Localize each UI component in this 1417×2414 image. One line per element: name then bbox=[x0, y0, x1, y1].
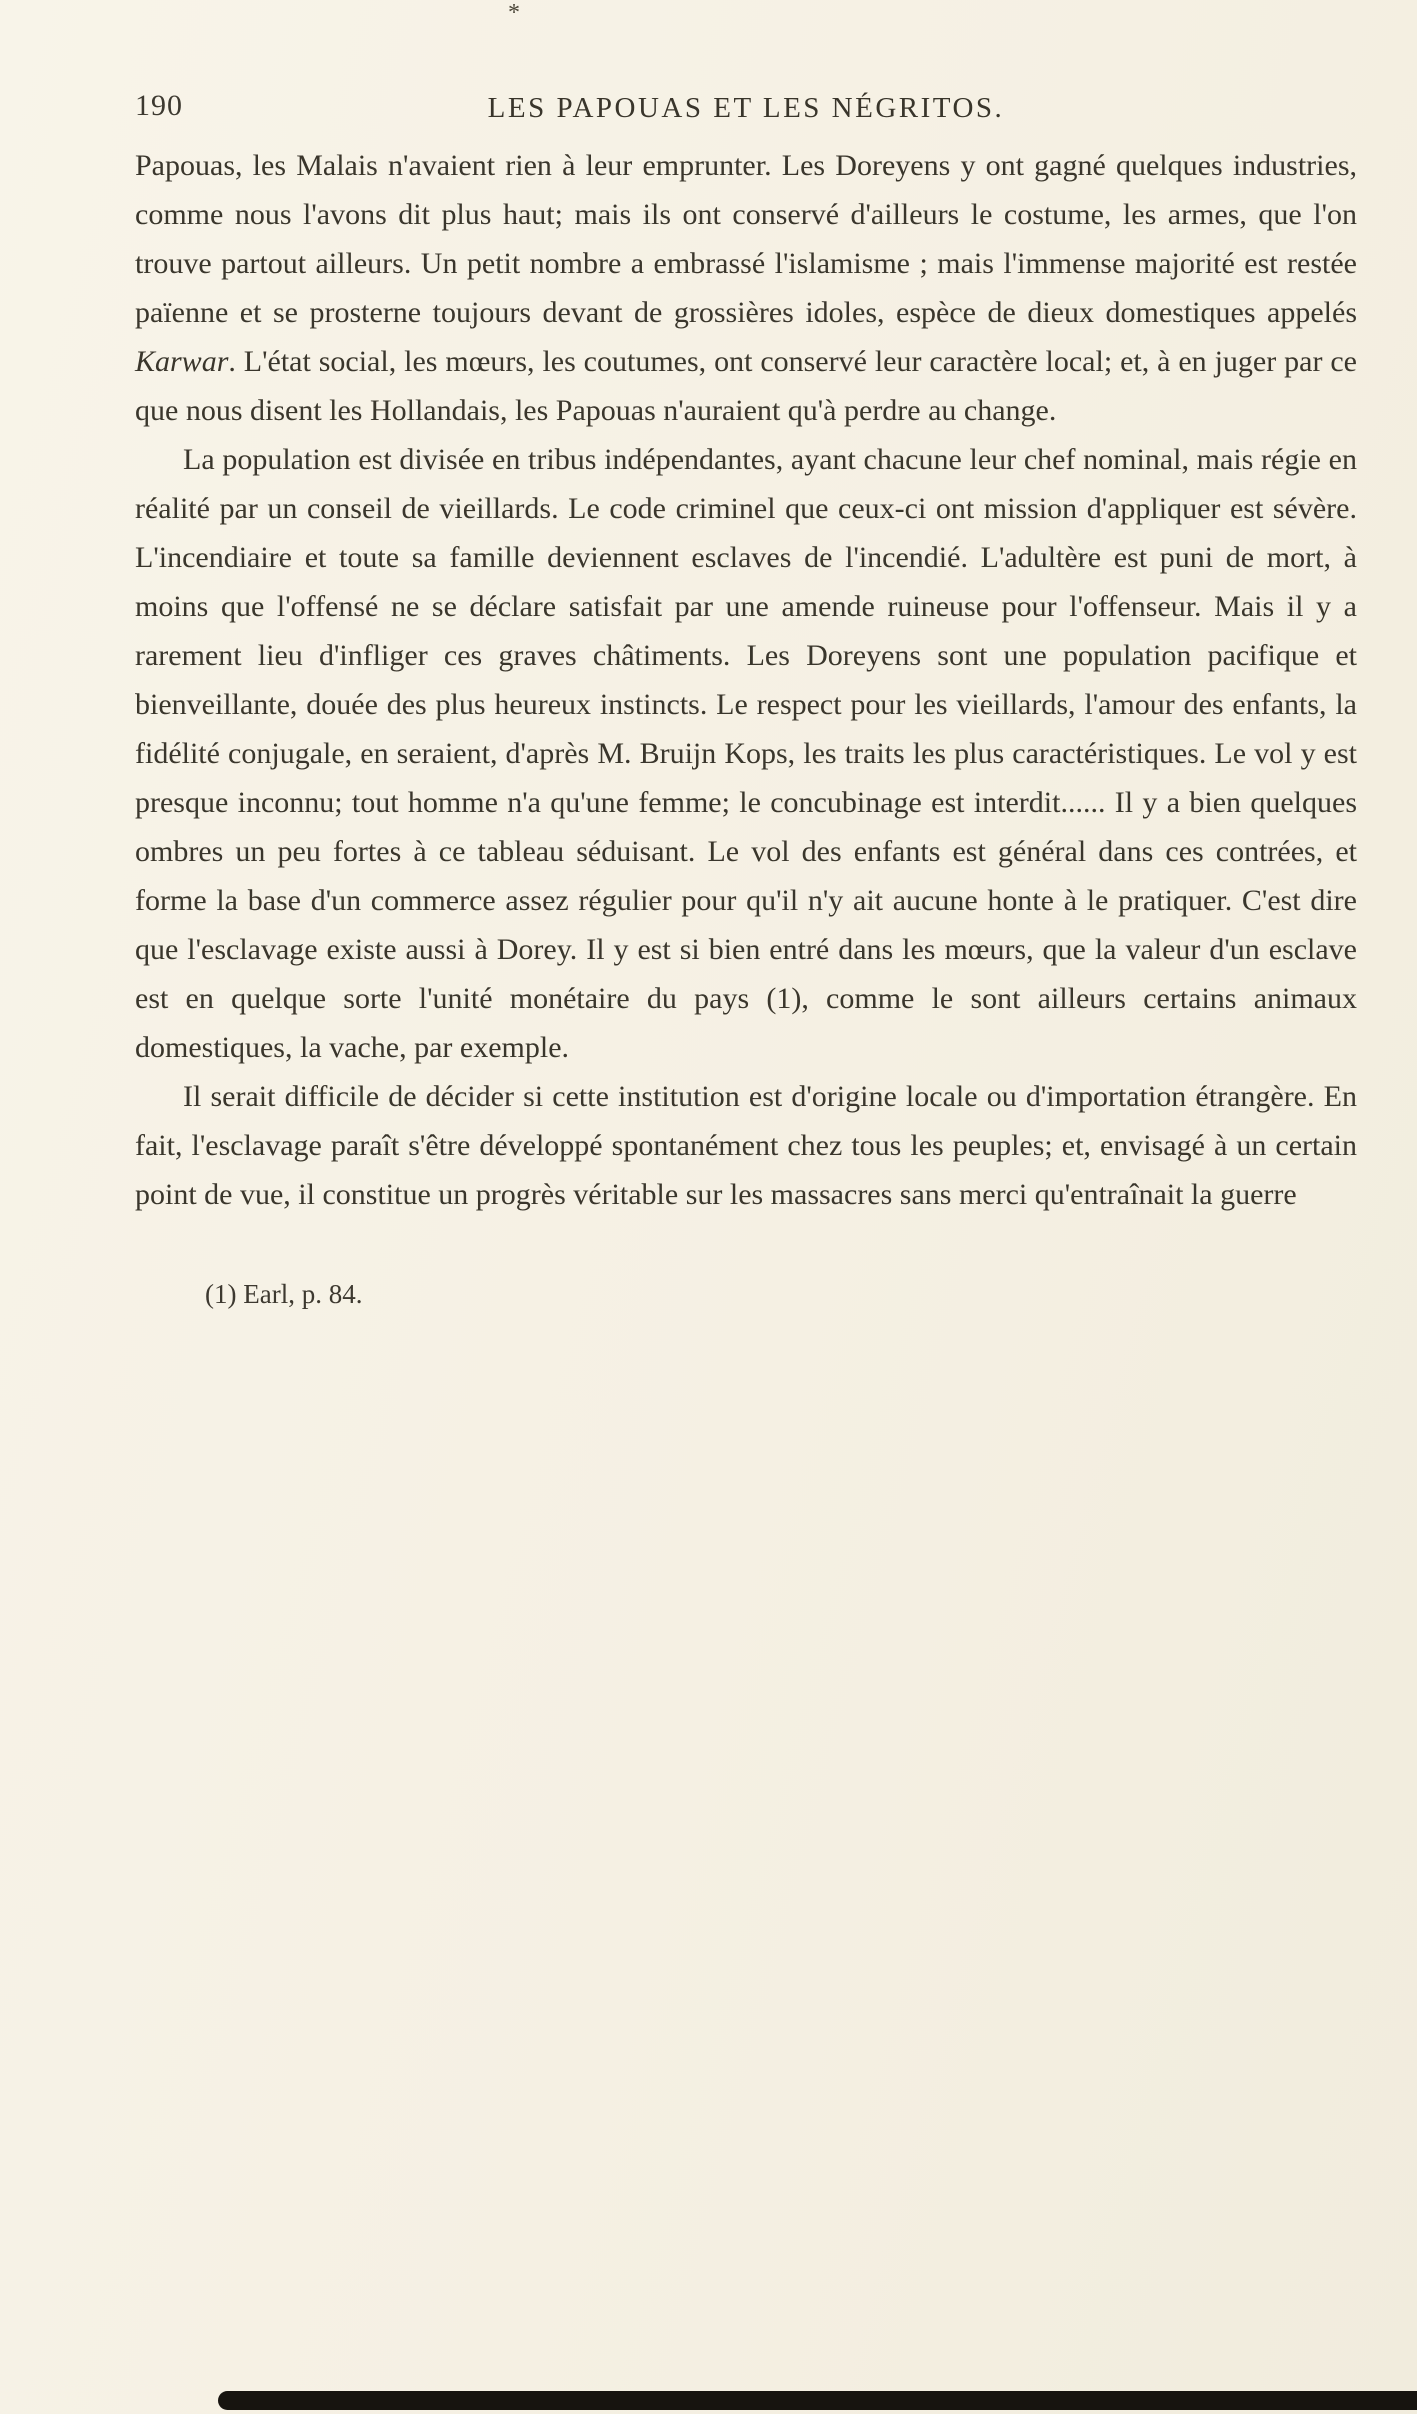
running-title: LES PAPOUAS ET LES NÉGRITOS. bbox=[487, 92, 1005, 124]
text-block bbox=[135, 141, 1357, 1219]
paragraph-1 bbox=[135, 141, 1357, 435]
paragraph-2: La population est divisée en tribus indépendantes, ayant chacune leur chef nominal, mais régie en réalité par un conseil de vieillards. Le code criminel que ceux-ci ont mission d'appliquer est sévère. L'incendiaire et toute sa famille deviennent esclaves de l'incendié. L'adultère est puni de mort, à moins que l'offensé ne se déclare satisfait par une amende ruineuse pour l'offenseur. Mais il y a rarement lieu d'infliger ces graves châtiments. Les Doreyens sont une population pacifique et bienveillante, douée des plus heureux instincts. Le respect pour les vieillards, l'amour des enfants, la fidélité conjugale, en seraient, d'après M. Bruijn Kops, les traits les plus caractéristiques. Le vol y est presque inconnu; tout homme n'a qu'une femme; le concubinage est interdit...... Il y a bien quelques ombres un peu fortes à ce tableau séduisant. Le vol des enfants est général dans ces contrées, et forme la base d'un commerce assez régulier pour qu'il n'y ait aucune honte à le pratiquer. C'est dire que l'esclavage existe aussi à Dorey. Il y est si bien entré dans les mœurs, que la valeur d'un esclave est en quelque sorte l'unité monétaire du pays (1), comme le sont ailleurs certains animaux domestiques, la vache, par exemple. bbox=[135, 443, 1357, 1064]
scan-artifact-mark: * bbox=[508, 0, 520, 26]
paragraph-1-text: Papouas, les Malais n'avaient rien à leur emprunter. Les Doreyens y ont gagné quelques industries, comme nous l'avons dit plus haut; mais ils ont conservé d'ailleurs le costume, les armes, que l'on trouve partout ailleurs. Un petit nombre a embrassé l'islamisme ; mais l'immense majorité est restée païenne et se prosterne toujours devant de grossières idoles, espèce de dieux domestiques appelés bbox=[135, 149, 1357, 329]
page-header bbox=[135, 0, 1357, 125]
page-number: 190 bbox=[135, 89, 183, 122]
karwar-italic-term: Karwar bbox=[135, 345, 229, 378]
paragraph-1-text-continued: . L'état social, les mœurs, les coutumes, ont conservé leur caractère local; et, à en juger par ce que nous disent les Hollandais, les Papouas n'auraient qu'à perdre au change. bbox=[135, 345, 1357, 427]
paragraph-3: Il serait difficile de décider si cette institution est d'origine locale ou d'importation étrangère. En fait, l'esclavage paraît s'être développé spontanément chez tous les peuples; et, envisagé à un certain point de vue, il constitue un progrès véritable sur les massacres sans merci qu'entraînait la guerre bbox=[135, 1080, 1357, 1211]
scan-artifact-bar bbox=[218, 2391, 1417, 2410]
footnote: (1) Earl, p. 84. bbox=[205, 1279, 363, 1309]
